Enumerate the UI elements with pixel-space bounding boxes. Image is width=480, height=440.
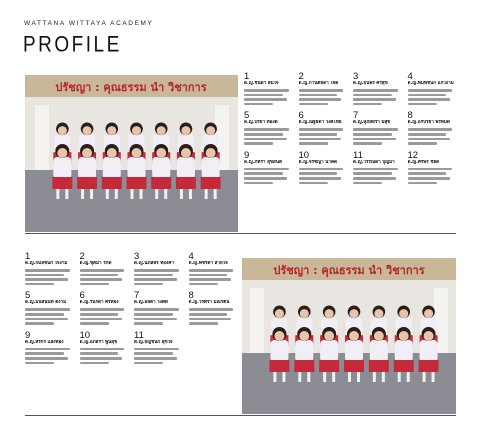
profile-name: ด.ญ.กมลชนก ใจงาม: [25, 261, 68, 266]
profile-text-line: [80, 322, 109, 325]
profile-text-line: [299, 182, 328, 185]
profile-entry: [25, 252, 74, 285]
profile-number: 4: [188, 251, 194, 262]
profile-text-line: [353, 128, 398, 131]
profile-text-line: [134, 318, 177, 321]
profile-text-line: [134, 269, 179, 272]
profile-text-line: [25, 278, 68, 281]
profile-number: 3: [134, 251, 140, 262]
profile-name: ด.ญ.ศิริพร ชัยดี: [407, 159, 440, 165]
profile-name: ด.ญ.อภิสรา พูนสุข: [79, 339, 118, 345]
profile-name: ด.ญ.ธัญชนก สุขใจ: [134, 339, 173, 345]
profile-text-line: [299, 89, 344, 92]
profile-text-line: [353, 94, 392, 97]
profile-entry: [80, 252, 129, 285]
profile-text-line: [244, 89, 289, 92]
profile-number: 11: [353, 149, 363, 161]
profile-text-line: [244, 182, 273, 185]
profile-text-line: [353, 142, 382, 145]
profile-text-line: [25, 357, 68, 360]
profile-text-line: [80, 278, 123, 281]
profile-name: ด.ญ.พัชริดา สายใจ: [188, 261, 228, 266]
profile-text-line: [80, 313, 119, 316]
profile-text-line: [244, 128, 289, 131]
divider-top: [25, 233, 456, 234]
motto-text: ปรัชญา : คุณธรรม นำ วิชาการ: [55, 81, 207, 94]
profile-text-line: [244, 172, 283, 175]
profile-name: ด.ญ.ชนิดา สมใจ: [244, 81, 279, 86]
profile-text-line: [25, 348, 70, 351]
profile-number: 10: [298, 149, 310, 161]
profile-text-line: [134, 348, 179, 351]
profile-text-line: [299, 128, 344, 131]
profile-text-line: [408, 172, 447, 175]
profile-name: ด.ญ.ปริยา ทองดี: [244, 120, 278, 126]
profile-text-line: [244, 168, 289, 171]
profile-entry: [80, 291, 129, 324]
profile-text-line: [25, 322, 54, 325]
profile-number: 8: [188, 290, 194, 302]
profile-text-line: [299, 177, 342, 180]
profile-text-line: [244, 138, 287, 141]
profile-entry: [134, 252, 183, 285]
profile-entry: [353, 151, 402, 184]
profile-text-line: [244, 98, 287, 101]
profile-text-line: [408, 142, 437, 145]
profile-text-line: [80, 357, 123, 360]
group-photo-bottom: [242, 258, 456, 414]
profile-entry: [299, 151, 348, 184]
profile-text-line: [25, 318, 68, 321]
profile-number: 11: [134, 329, 144, 341]
profile-name: ด.ญ.วริศรา มณีรัตน์: [188, 300, 230, 306]
profile-text-line: [189, 322, 218, 325]
profile-entry: [134, 331, 183, 364]
profile-number: 10: [79, 329, 91, 341]
profile-entry: [25, 331, 74, 364]
profile-text-line: [189, 308, 234, 311]
profile-entry: [80, 331, 129, 364]
profile-text-line: [299, 138, 342, 141]
profile-text-line: [299, 103, 328, 106]
profile-text-line: [353, 182, 382, 185]
profile-entry: [134, 291, 183, 324]
profile-text-line: [353, 89, 398, 92]
profile-text-line: [134, 322, 163, 325]
profile-entry: [244, 72, 293, 105]
profile-text-line: [189, 274, 228, 277]
profile-entry: [353, 111, 402, 144]
profile-text-line: [299, 133, 338, 136]
profile-text-line: [408, 133, 447, 136]
profile-number: 6: [298, 110, 304, 122]
profile-text-line: [25, 274, 64, 277]
profile-entry: [408, 72, 457, 105]
profile-name: ด.ญ.มนัสนันท์ ดีงาม: [25, 300, 67, 306]
profile-text-line: [80, 274, 119, 277]
profile-entry: [299, 111, 348, 144]
profile-name: ด.ญ.พิมพ์ชนก แก้วงาม: [407, 81, 454, 86]
profile-entry: [189, 291, 238, 324]
group-photo-top: [25, 75, 238, 232]
profile-text-line: [244, 142, 273, 145]
profile-number: 1: [25, 251, 31, 262]
profile-text-line: [244, 94, 283, 97]
profile-entry: [353, 72, 402, 105]
profile-name: ด.ญ.รินรดา ศรีทอง: [79, 300, 119, 306]
profile-text-line: [408, 138, 451, 141]
profile-text-line: [134, 362, 163, 365]
profile-number: 5: [25, 290, 31, 302]
profile-text-line: [134, 308, 179, 311]
profile-number: 2: [298, 71, 304, 82]
profile-name: ด.ญ.กานต์ธิดา ใจดี: [298, 81, 339, 86]
profile-name: ด.ญ.ลลิตา วงศ์ดี: [134, 300, 168, 306]
profile-text-line: [25, 283, 54, 286]
profile-name: ด.ญ.อรปรียา พรหมดี: [407, 120, 450, 126]
profile-entry: [244, 151, 293, 184]
profile-number: 2: [79, 251, 85, 262]
profile-number: 3: [353, 71, 359, 82]
profile-name: ด.ญ.จิรัชญา นาคดี: [298, 159, 338, 165]
profile-text-line: [244, 177, 287, 180]
profile-entry: [299, 72, 348, 105]
profile-entry: [408, 111, 457, 144]
profile-text-line: [134, 274, 173, 277]
profile-text-line: [353, 138, 396, 141]
profile-entry: [408, 151, 457, 184]
profile-text-line: [80, 362, 109, 365]
profile-number: 4: [407, 71, 413, 82]
profile-text-line: [189, 318, 232, 321]
profile-name: ด.ญ.นภัสสร ทองคำ: [134, 261, 174, 266]
page-title: PROFILE: [23, 33, 122, 58]
profile-text-line: [408, 94, 447, 97]
profile-text-line: [244, 133, 283, 136]
profile-text-line: [408, 177, 451, 180]
profile-text-line: [299, 168, 344, 171]
motto-text: ปรัชญา : คุณธรรม นำ วิชาการ: [273, 264, 425, 277]
profile-text-line: [134, 283, 163, 286]
profile-text-line: [25, 269, 70, 272]
profile-text-line: [299, 98, 342, 101]
profile-text-line: [353, 177, 396, 180]
profile-text-line: [189, 283, 218, 286]
profile-text-line: [80, 348, 125, 351]
profile-text-line: [299, 142, 328, 145]
profile-text-line: [134, 278, 177, 281]
profile-name: ด.ญ.ชุติมา รักดี: [79, 261, 112, 266]
profile-name: ด.ญ.ณัฐธิดา วงศ์ไทย: [298, 120, 342, 126]
profile-text-line: [408, 128, 453, 131]
profile-text-line: [80, 308, 125, 311]
profile-entry: [189, 252, 238, 285]
profile-text-line: [80, 318, 123, 321]
profile-name: ด.ญ.ภัทรา สุขสันต์: [244, 159, 282, 165]
profile-text-line: [353, 172, 392, 175]
profile-number: 6: [79, 290, 85, 302]
profile-text-line: [25, 313, 64, 316]
profile-text-line: [299, 94, 338, 97]
profile-grid-top: [244, 72, 456, 184]
profile-entry: [25, 291, 74, 324]
profile-name: ด.ญ.วรรณิดา บุญมา: [353, 159, 395, 165]
profile-entry: [244, 111, 293, 144]
profile-name: ด.ญ.สิริกร แสงทอง: [25, 339, 64, 345]
profile-text-line: [408, 89, 453, 92]
profile-text-line: [408, 103, 437, 106]
profile-text-line: [353, 133, 392, 136]
profile-text-line: [244, 103, 273, 106]
profile-text-line: [353, 168, 398, 171]
profile-text-line: [353, 98, 396, 101]
profile-text-line: [189, 278, 232, 281]
profile-text-line: [299, 172, 338, 175]
profile-text-line: [189, 269, 234, 272]
profile-number: 8: [407, 110, 413, 122]
profile-number: 9: [244, 149, 250, 161]
profile-text-line: [134, 352, 173, 355]
profile-text-line: [408, 98, 451, 101]
profile-grid-bottom: [25, 252, 237, 364]
profile-number: 9: [25, 329, 31, 341]
profile-name: ด.ญ.ธนพร ศรีสุข: [353, 81, 388, 86]
profile-text-line: [80, 269, 125, 272]
profile-number: 7: [134, 290, 140, 302]
section-kicker: WATTANA WITTAYA ACADEMY: [24, 20, 154, 27]
divider-bottom: [25, 415, 456, 416]
profile-text-line: [25, 362, 54, 365]
profile-number: 1: [244, 71, 250, 82]
profile-number: 12: [407, 149, 419, 161]
profile-text-line: [134, 357, 177, 360]
profile-text-line: [80, 283, 109, 286]
profile-number: 7: [353, 110, 359, 122]
profile-text-line: [134, 313, 173, 316]
profile-text-line: [189, 313, 228, 316]
profile-text-line: [25, 308, 70, 311]
profile-number: 5: [244, 110, 250, 122]
profile-text-line: [408, 182, 437, 185]
profile-text-line: [80, 352, 119, 355]
profile-text-line: [25, 352, 64, 355]
profile-text-line: [408, 168, 453, 171]
profile-text-line: [353, 103, 382, 106]
profile-name: ด.ญ.สุภัสสรา มีสุข: [353, 120, 391, 126]
